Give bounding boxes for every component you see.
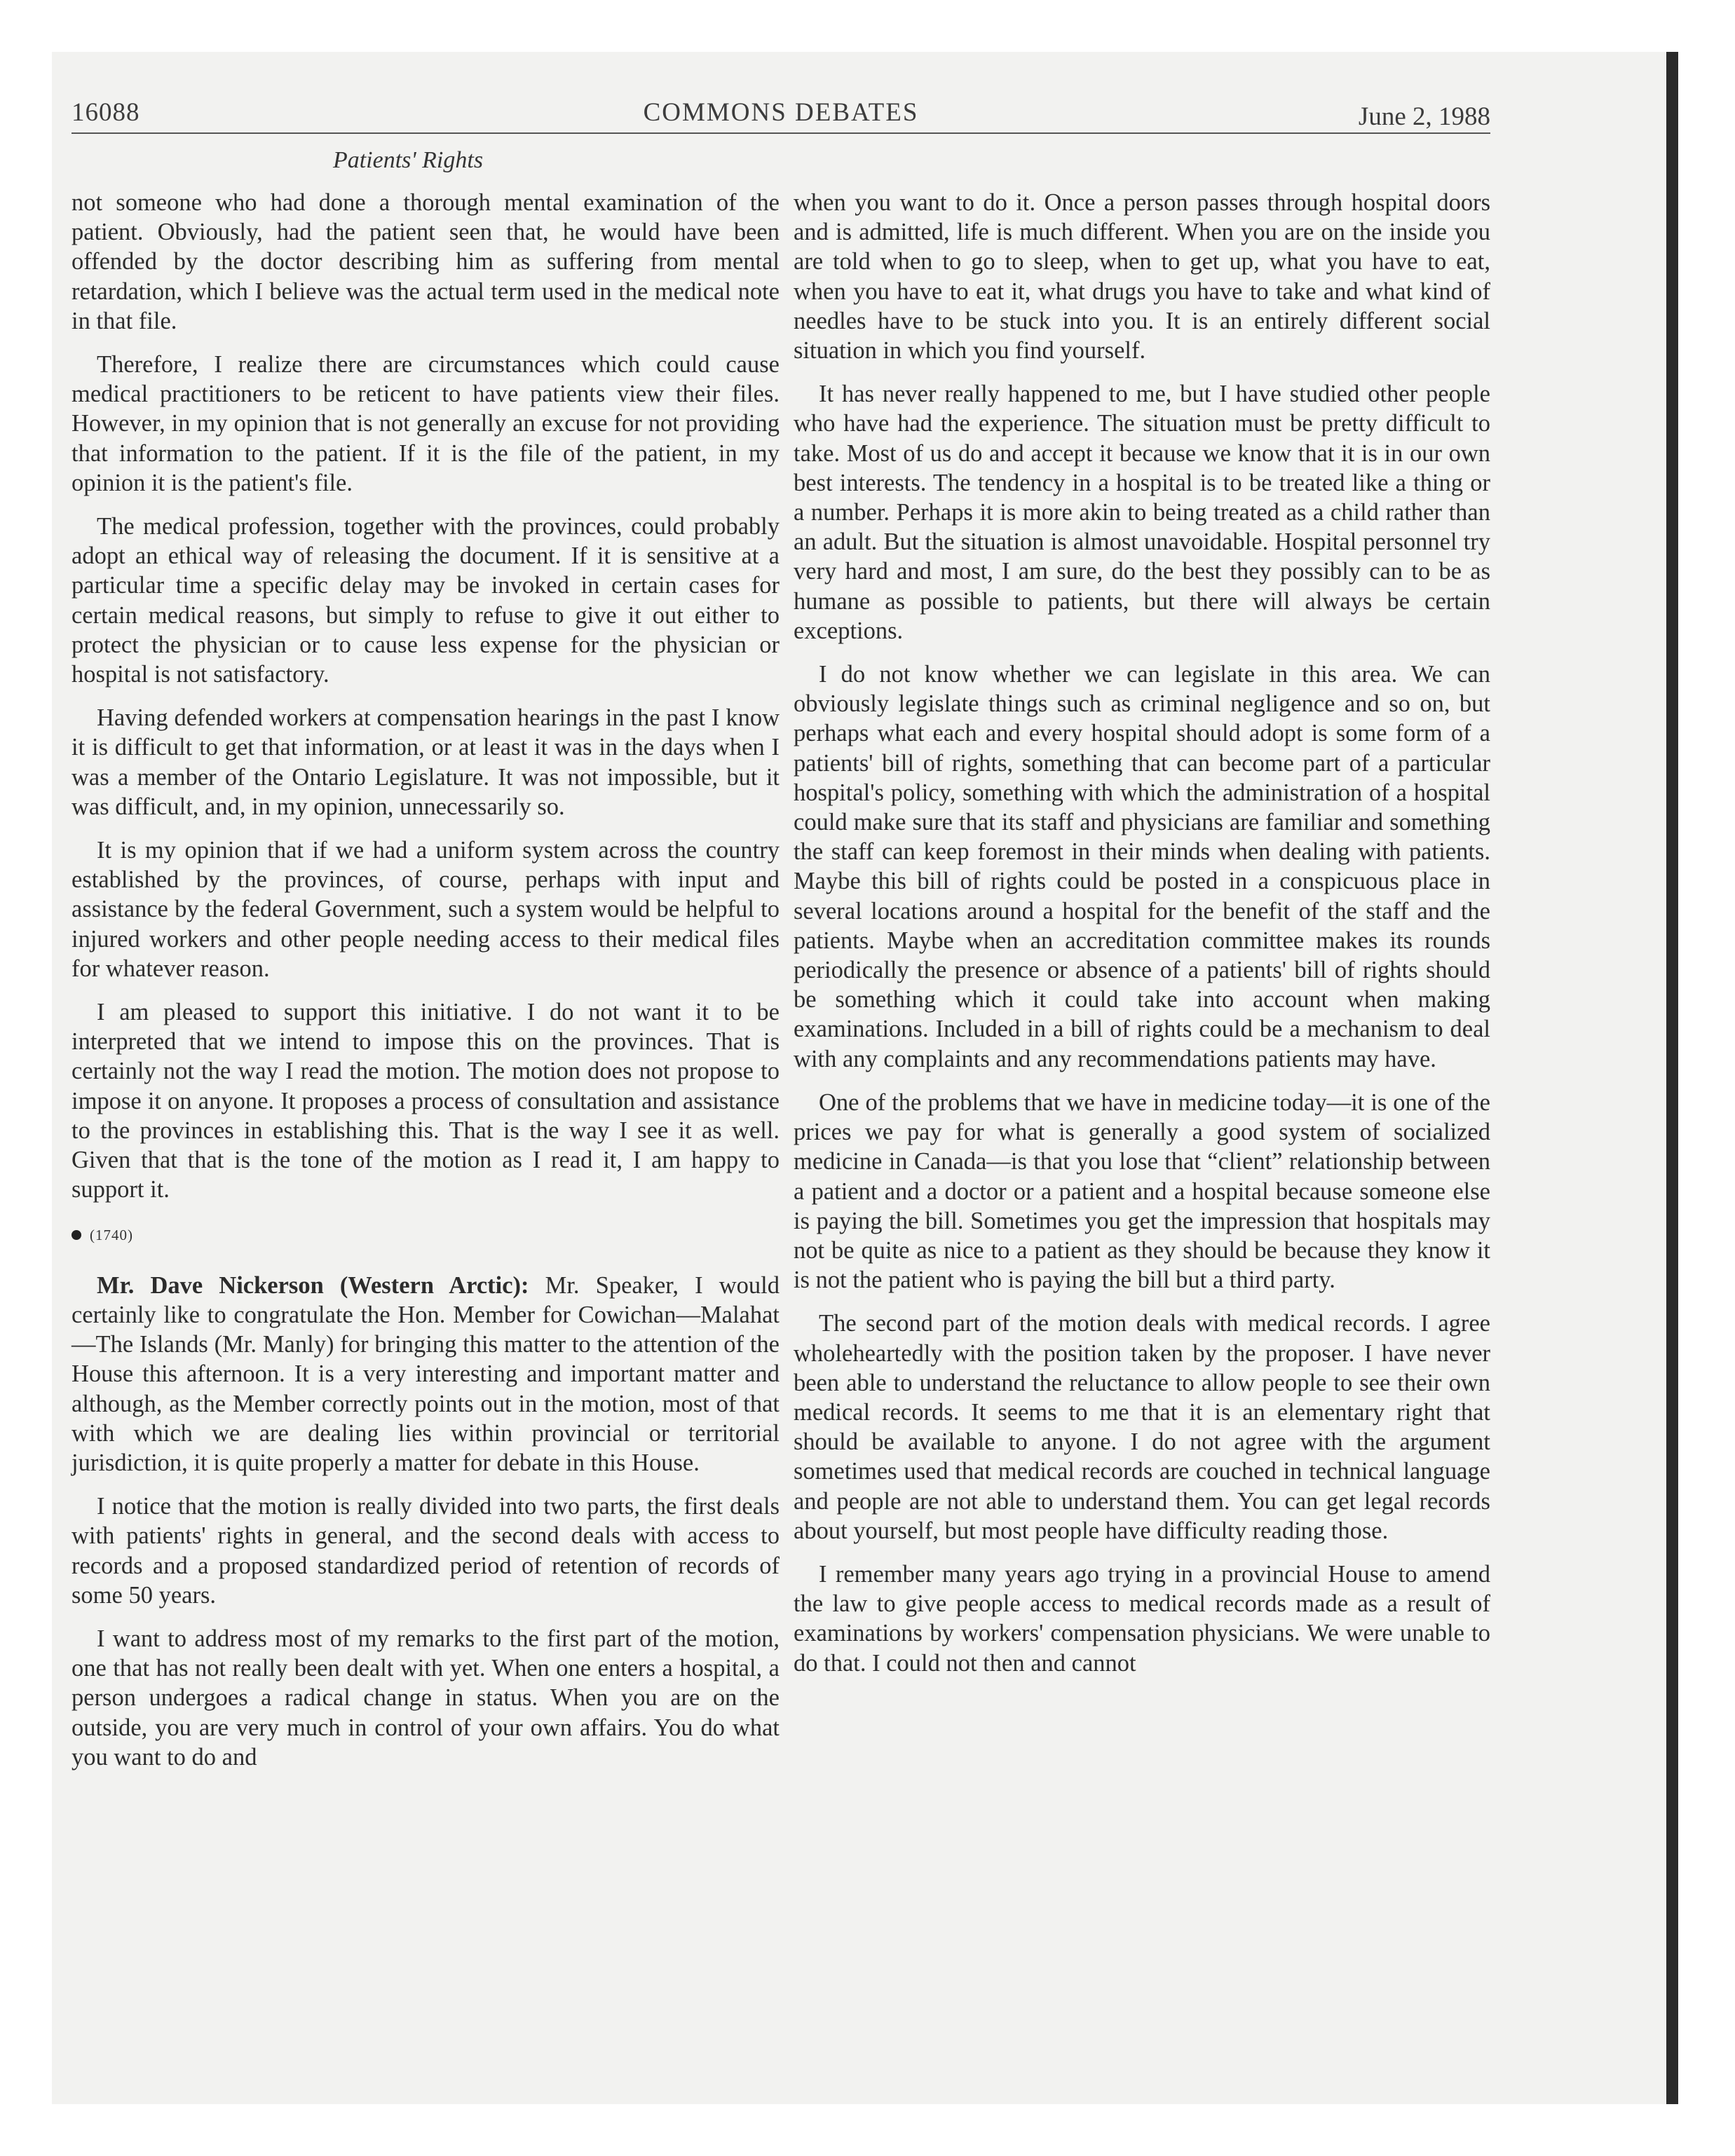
paragraph: not someone who had done a thorough mental examination of the patient. Obviously, had the patient seen that, he would have been offended by the doctor describing him as suffering from mental retardation, which I believe was the actual term used in the medical note in that file.	[72, 189, 780, 334]
paragraph: I want to address most of my remarks to the first part of the motion, one that has not really been dealt with yet. When one enters a hospital, a person undergoes a radical change in status. When you are on the outside, you are very much in control of your own affairs. You do what you want to do and	[72, 1625, 780, 1770]
scan-edge-bar	[1666, 52, 1678, 2104]
right-column	[794, 188, 1490, 1692]
speech-text: Mr. Speaker, I would certainly like to congratulate the Hon. Member for Cowichan—Malahat—The Islands (Mr. Manly) for bringing this matter to the attention of the House this afternoon. It is a very interesting and important matter and although, as the Member correctly points out in the motion, most of that with which we are dealing lies within provincial or territorial jurisdiction, it is quite properly a matter for debate in this House.	[72, 1271, 780, 1476]
time-marker	[72, 1220, 780, 1250]
left-column	[72, 188, 780, 1786]
page-header	[72, 97, 1490, 132]
paragraph: when you want to do it. Once a person passes through hospital doors and is admitted, life is much different. When you are on the inside you are told when to go to sleep, when to get up, what you have to eat, when you have to eat it, what drugs you have to take and what kind of needles have to be stuck into you. It is an entirely different social situation in which you find yourself.	[794, 189, 1490, 364]
header-rule	[72, 132, 1490, 134]
publication-title: COMMONS DEBATES	[643, 98, 919, 127]
time-marker-label: (1740)	[90, 1226, 133, 1243]
paragraph: It has never really happened to me, but I have studied other people who have had the experience. The situation must be pretty difficult to take. Most of us do and accept it because we know that it is in our own best interests. The tendency in a hospital is to be treated like a thing or a number. Perhaps it is more akin to being treated as a child rather than an adult. But the situation is almost unavoidable. Hospital personnel try very hard and most, I am sure, do the best they possibly can to be as humane as possible to patients, but there will always be certain exceptions.	[794, 381, 1490, 644]
paragraph: Therefore, I realize there are circumstances which could cause medical practitioners to be reticent to have patients view their files. However, in my opinion that is not generally an excuse for not providing that information to the patient. If it is the file of the patient, in my opinion it is the patient's file.	[72, 351, 780, 496]
paragraph: Having defended workers at compensation hearings in the past I know it is difficult to get that information, or at least it was in the days when I was a member of the Ontario Legislature. It was not impossible, but it was difficult, and, in my opinion, unnecessarily so.	[72, 704, 780, 820]
speech-paragraph	[72, 1271, 780, 1478]
paragraph: I am pleased to support this initiative. I do not want it to be interpreted that we intend to impose this on the provinces. That is certainly not the way I read the motion. The motion does not propose to impose it on anyone. It proposes a process of consultation and assistance to the provinces in establishing this. That is the way I see it as well. Given that that is the tone of the motion as I read it, I am happy to support it.	[72, 999, 780, 1203]
section-title: Patients' Rights	[332, 147, 484, 173]
paragraph: One of the problems that we have in medicine today—it is one of the prices we pay for what is generally a good system of socialized medicine in Canada—is that you lose that “client” relationship between a patient and a doctor or a patient and a hospital because someone else is paying the bill. Sometimes you get the impression that hospitals may not be quite as nice to a patient as they should be because they know it is not the patient who is paying the bill but a third party.	[794, 1089, 1490, 1294]
publication-date: June 2, 1988	[1358, 102, 1490, 131]
speaker-name: Mr. Dave Nickerson (Western Arctic):	[97, 1271, 529, 1299]
paragraph: I notice that the motion is really divided into two parts, the first deals with patients' rights in general, and the second deals with access to records and a proposed standardized period of retention of records of some 50 years.	[72, 1493, 780, 1609]
paragraph: I remember many years ago trying in a provincial House to amend the law to give people access to medical records made as a result of examinations by workers' compensation physicians. We were unable to do that. I could not then and cannot	[794, 1560, 1490, 1677]
paragraph: The medical profession, together with the provinces, could probably adopt an ethical way of releasing the document. If it is sensitive at a particular time a specific delay may be invoked in certain cases for certain medical reasons, but simply to refuse to give it out either to protect the physician or to cause less expense for the physician or hospital is not satisfactory.	[72, 513, 780, 688]
paragraph: It is my opinion that if we had a uniform system across the country established by the provinces, of course, perhaps with input and assistance by the federal Government, such a system would be helpful to injured workers and other people needing access to their medical files for whatever reason.	[72, 837, 780, 982]
paragraph: I do not know whether we can legislate in this area. We can obviously legislate things such as criminal negligence and so on, but perhaps what each and every hospital should adopt is some form of a patients' bill of rights, something that can become part of a particular hospital's policy, something with which the administration of a hospital could make sure that its staff and physicians are familiar and something the staff can keep foremost in their minds when dealing with patients. Maybe this bill of rights could be posted in a conspicuous place in several locations around a hospital for the benefit of the staff and the patients. Maybe when an accreditation committee makes its rounds periodically the presence or absence of a patients' bill of rights should be something which it could take into account when making examinations. Included in a bill of rights could be a mechanism to deal with any complaints and any recommendations patients may have.	[794, 661, 1490, 1072]
page-number: 16088	[72, 98, 140, 127]
bullet-icon	[72, 1230, 81, 1240]
paragraph: The second part of the motion deals with medical records. I agree wholeheartedly with the position taken by the proposer. I have never been able to understand the reluctance to allow people to see their own medical records. It seems to me that it is an elementary right that should be available to anyone. I do not agree with the argument sometimes used that medical records are couched in technical language and people are not able to understand them. You can get legal records about yourself, but most people have difficulty reading those.	[794, 1310, 1490, 1544]
